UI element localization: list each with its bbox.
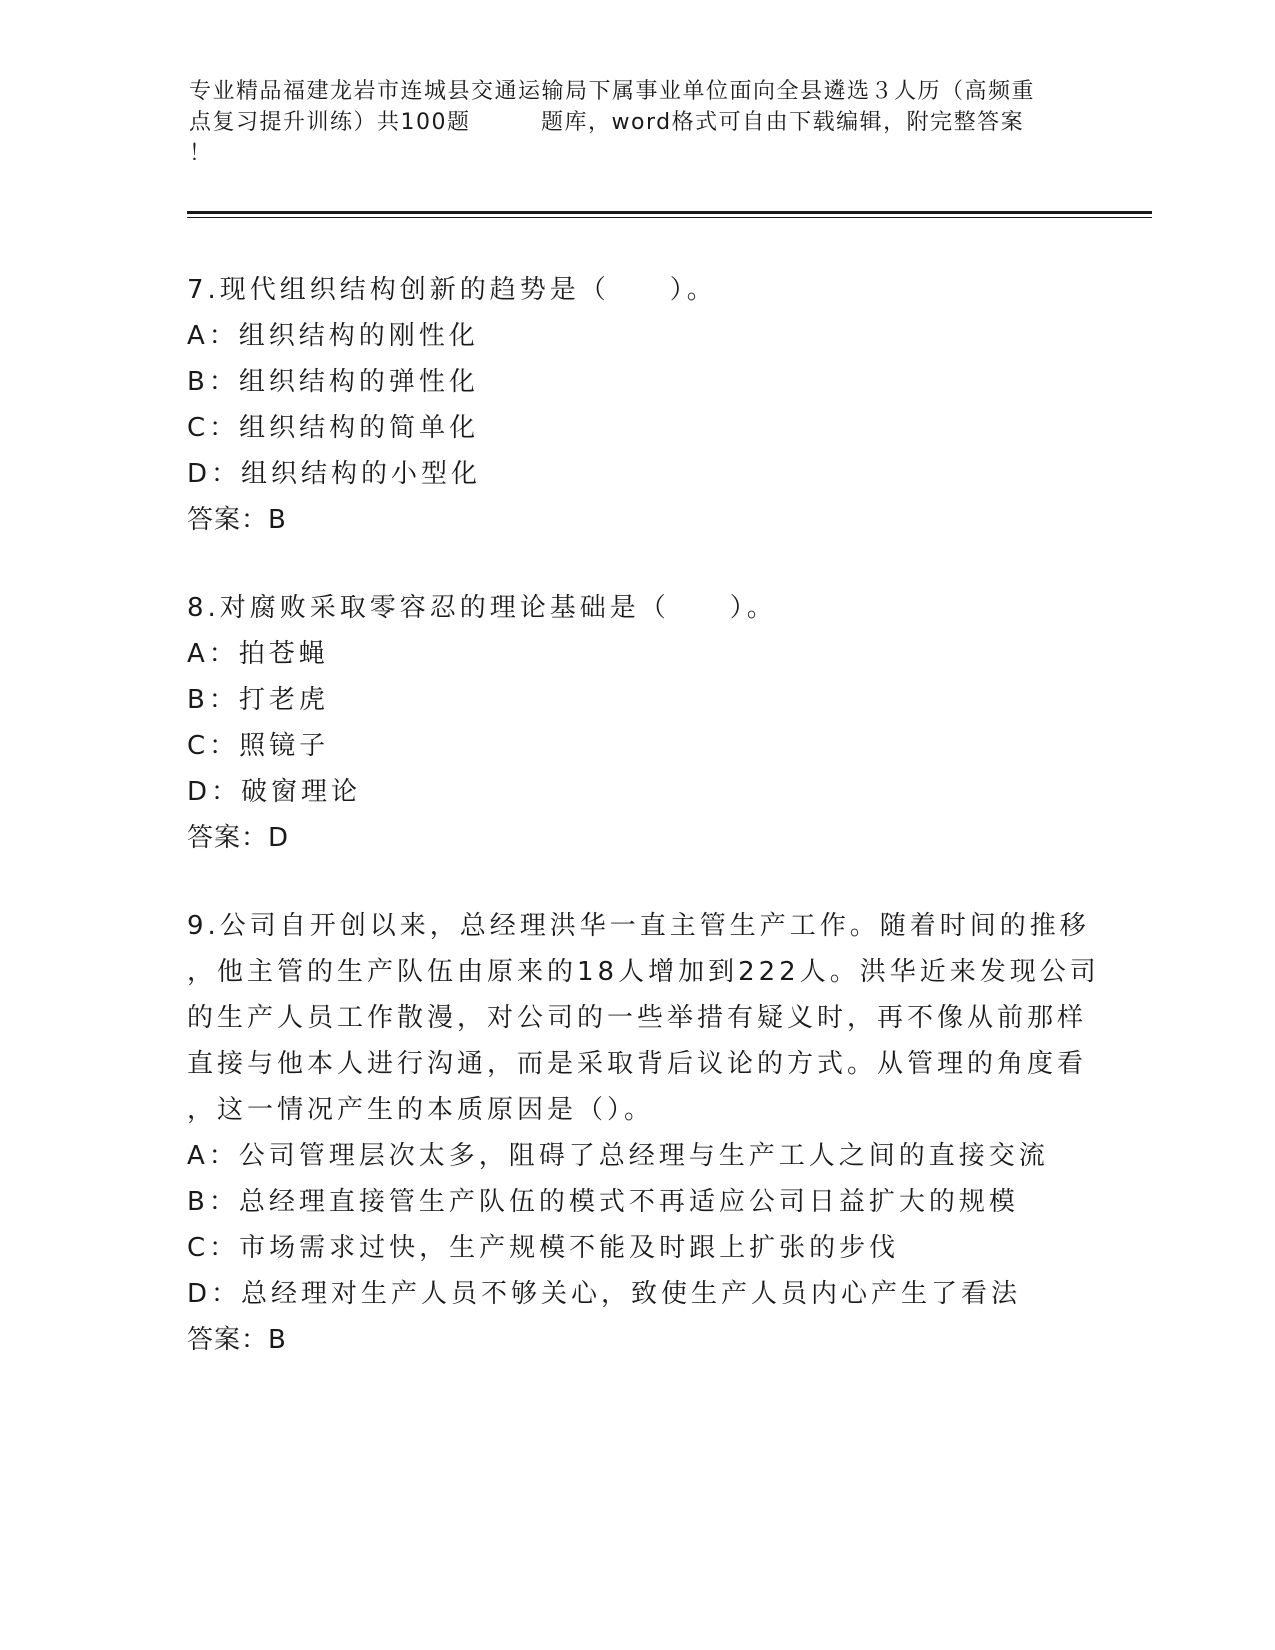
- option-a: A：公司管理层次太多，阻碍了总经理与生产工人之间的直接交流: [187, 1141, 1049, 1171]
- option-c: C：组织结构的简单化: [187, 413, 480, 443]
- answer: 答案：B: [187, 505, 287, 535]
- option-a: A：拍苍蝇: [187, 639, 329, 669]
- option-a: A：组织结构的刚性化: [187, 321, 479, 351]
- option-d: D：组织结构的小型化: [187, 459, 482, 489]
- header-divider-thick: [187, 211, 1152, 214]
- header-line: ！: [189, 141, 213, 166]
- question-7: [187, 267, 1107, 543]
- answer: 答案：B: [187, 1325, 287, 1355]
- option-d: D：总经理对生产人员不够关心，致使生产人员内心产生了看法: [187, 1279, 1022, 1309]
- question-list: [187, 267, 1107, 1405]
- document-header: [189, 76, 1089, 169]
- option-c: C：照镜子: [187, 731, 330, 761]
- option-c: C：市场需求过快，生产规模不能及时跟上扩张的步伐: [187, 1233, 900, 1263]
- header-line: 点复习提升训练）共100题 题库，word格式可自由下载编辑，附完整答案: [189, 110, 1025, 135]
- option-b: B：打老虎: [187, 685, 329, 715]
- question-stem: ，这一情况产生的本质原因是（）。: [187, 1095, 655, 1125]
- question-stem: 的生产人员工作散漫，对公司的一些举措有疑义时，再不像从前那样: [187, 1003, 1088, 1033]
- question-stem: ，他主管的生产队伍由原来的18人增加到222人。洪华近来发现公司: [187, 957, 1100, 987]
- option-b: B：总经理直接管生产队伍的模式不再适应公司日益扩大的规模: [187, 1187, 1019, 1217]
- question-stem: 8.对腐败采取零容忍的理论基础是（ ）。: [187, 593, 777, 623]
- question-9: [187, 903, 1107, 1363]
- header-line: 专业精品福建龙岩市连城县交通运输局下属事业单位面向全县遴选３人历（高频重: [189, 79, 1036, 104]
- header-divider-thin: [187, 217, 1152, 218]
- question-stem: 9.公司自开创以来，总经理洪华一直主管生产工作。随着时间的推移: [187, 911, 1090, 941]
- question-8: [187, 585, 1107, 861]
- question-stem: 直接与他本人进行沟通，而是采取背后议论的方式。从管理的角度看: [187, 1049, 1088, 1079]
- question-stem: 7.现代组织结构创新的趋势是（ ）。: [187, 275, 717, 305]
- option-d: D：破窗理论: [187, 777, 362, 807]
- option-b: B：组织结构的弹性化: [187, 367, 479, 397]
- answer: 答案：D: [187, 823, 290, 853]
